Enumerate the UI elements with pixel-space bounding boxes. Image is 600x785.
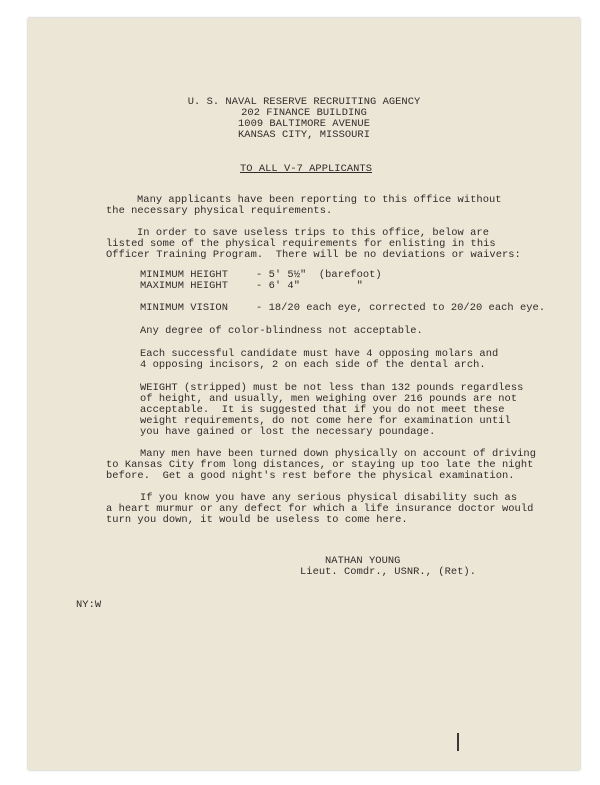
paragraph-line: WEIGHT (stripped) must be not less than 132 pounds regardless bbox=[140, 382, 524, 394]
paragraph-line: turn you down, it would be useless to come here. bbox=[106, 514, 408, 526]
paragraph-line: Each successful candidate must have 4 opposing molars and bbox=[140, 348, 499, 360]
paragraph-line: the necessary physical requirements. bbox=[106, 205, 333, 217]
typist-initials: NY:W bbox=[76, 599, 102, 611]
paragraph-line: to Kansas City from long distances, or staying up too late the night bbox=[106, 459, 534, 471]
paragraph-line: In order to save useless trips to this office, below are bbox=[137, 227, 489, 239]
paragraph-line: acceptable. It is suggested that if you do not meet these bbox=[140, 404, 505, 416]
paragraph-line: you have gained or lost the necessary poundage. bbox=[140, 426, 436, 438]
signature-name: NATHAN YOUNG bbox=[325, 555, 401, 567]
requirement-label: MINIMUM HEIGHT bbox=[140, 269, 228, 281]
paragraph-line: Many applicants have been reporting to this office without bbox=[137, 194, 502, 206]
requirement-label: MINIMUM VISION bbox=[140, 302, 228, 314]
requirement-label: MAXIMUM HEIGHT bbox=[140, 280, 228, 292]
paragraph-line: a heart murmur or any defect for which a life insurance doctor would bbox=[106, 503, 534, 515]
letterhead-line: U. S. NAVAL RESERVE RECRUITING AGENCY bbox=[187, 96, 421, 108]
letter-page bbox=[28, 18, 580, 770]
paragraph-line: before. Get a good night's rest before the physical examination. bbox=[106, 470, 515, 482]
paragraph-line: If you know you have any serious physical disability such as bbox=[140, 492, 518, 504]
paragraph-line: Officer Training Program. There will be no deviations or waivers: bbox=[106, 249, 521, 261]
pencil-mark bbox=[457, 733, 459, 751]
paragraph-line: listed some of the physical requirements for enlisting in this bbox=[106, 238, 496, 250]
paragraph-line: Any degree of color-blindness not acceptable. bbox=[140, 325, 423, 337]
signature-title: Lieut. Comdr., USNR., (Ret). bbox=[300, 566, 476, 578]
letterhead-line: 1009 BALTIMORE AVENUE bbox=[238, 118, 370, 130]
letterhead-line: KANSAS CITY, MISSOURI bbox=[238, 129, 370, 141]
paragraph-line: weight requirements, do not come here for examination until bbox=[140, 415, 511, 427]
paragraph-line: 4 opposing incisors, 2 on each side of the dental arch. bbox=[140, 359, 486, 371]
letterhead-line: 202 FINANCE BUILDING bbox=[241, 107, 367, 119]
paragraph-line: Many men have been turned down physically on account of driving bbox=[140, 448, 536, 460]
paragraph-line: of height, and usually, men weighing over 216 pounds are not bbox=[140, 393, 518, 405]
requirement-value: - 18/20 each eye, corrected to 20/20 each eye. bbox=[256, 302, 546, 314]
requirement-value: - 5' 5½" (barefoot) bbox=[256, 269, 382, 281]
page-title: TO ALL V-7 APPLICANTS bbox=[240, 163, 372, 175]
requirement-value: - 6' 4" " bbox=[256, 280, 363, 292]
